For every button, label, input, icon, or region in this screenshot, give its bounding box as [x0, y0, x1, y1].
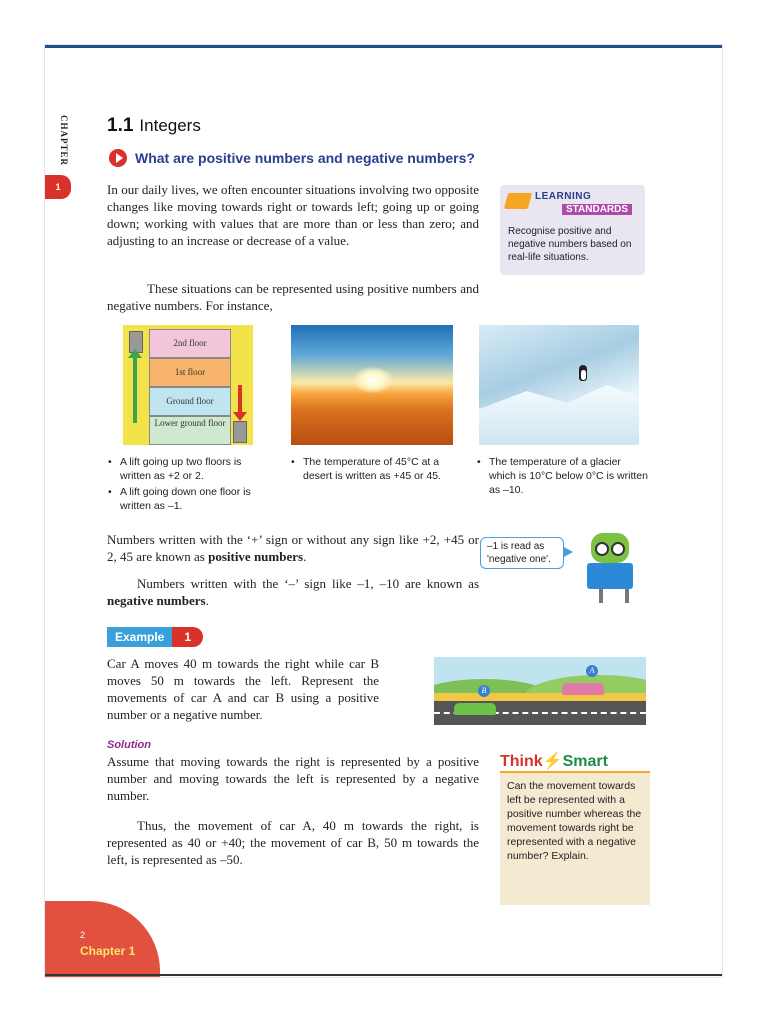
floor-lower-ground: Lower ground floor: [149, 416, 231, 445]
caption-desert-text: The temperature of 45°C at a desert is written as +45 or 45.: [303, 456, 442, 482]
caption-glacier-text: The temperature of a glacier which is 10°C below 0°C is written as –10.: [489, 456, 648, 496]
question-heading-text: What are positive numbers and negative numbers?: [135, 150, 475, 166]
page-number: 2: [80, 930, 86, 940]
solution-paragraph-1: Assume that moving towards the right is represented by a positive number and moving towards the left is represented by a negative number.: [107, 754, 479, 803]
ice-shelf: [479, 385, 639, 445]
think-smart-title: [500, 751, 608, 771]
play-icon: [109, 149, 127, 167]
caption-lift-down: [108, 485, 270, 513]
chapter-side-label: CHAPTER: [59, 115, 69, 167]
car-a-icon: [562, 683, 604, 695]
learning-standards-word1: LEARNING: [535, 191, 592, 202]
speech-bubble-tail: [564, 547, 573, 557]
robot-book: [587, 563, 633, 589]
lift-car-bottom: [233, 421, 247, 443]
robot-head: [591, 533, 629, 563]
bullet: •: [108, 456, 112, 468]
think-smart-box: [500, 773, 650, 905]
example-number: 1: [172, 627, 203, 647]
footer-corner: [45, 901, 160, 977]
bottom-rule: [45, 974, 722, 976]
second-paragraph: These situations can be represented using positive numbers and negative numbers. For instance,: [107, 281, 479, 313]
section-number: 1.1: [107, 115, 134, 136]
caption-glacier: [477, 455, 649, 497]
glacier-photo: [479, 325, 639, 445]
negative-term: negative numbers: [107, 593, 206, 608]
desert-photo: [291, 325, 453, 445]
textbook-page: [45, 45, 722, 977]
robot-legs: [599, 589, 629, 603]
bullet: •: [477, 456, 481, 468]
lift-illustration: [123, 325, 253, 445]
floor-2nd: 2nd floor: [149, 329, 231, 358]
speech-bubble: –1 is read as 'negative one'.: [480, 537, 564, 569]
car-b-icon: [454, 703, 496, 715]
period: .: [205, 593, 209, 608]
car-a-label: A: [586, 665, 598, 677]
arrow-down-icon: [238, 385, 242, 413]
caption-lift-down-text: A lift going down one floor is written as –1.: [120, 486, 251, 512]
example-label: Example: [107, 627, 172, 647]
solution-title: Solution: [107, 739, 151, 751]
learning-standards-word2: STANDARDS: [562, 204, 632, 215]
robot-mascot-icon: [585, 533, 635, 605]
section-title: [107, 115, 201, 137]
positive-definition: [107, 531, 479, 565]
chapter-tab: 1: [45, 175, 71, 199]
caption-lift-up: [108, 455, 270, 483]
learning-standards-box: [500, 185, 645, 275]
bullet: •: [108, 486, 112, 498]
floor-ground: Ground floor: [149, 387, 231, 416]
cars-road-illustration: [434, 657, 646, 725]
smart-word: Smart: [562, 753, 608, 770]
sun-icon: [353, 367, 393, 393]
section-name: Integers: [139, 116, 201, 135]
negative-definition-text: Numbers written with the ‘–’ sign like –1, –10 are known as: [137, 576, 479, 591]
example-tag: [107, 627, 203, 647]
think-smart-text: Can the movement towards left be represented with a positive number whereas the movement towards right be represented with a negative number? Explain.: [507, 780, 642, 862]
robot-eye-right: [611, 542, 625, 556]
footer-chapter-label: Chapter 1: [80, 944, 136, 958]
top-rule: [45, 45, 722, 48]
car-b-label: B: [478, 685, 490, 697]
positive-definition-text: Numbers written with the ‘+’ sign or without any sign like +2, +45 or 2, 45 are known as: [107, 532, 479, 564]
learning-standards-text: Recognise positive and negative numbers based on real-life situations.: [508, 226, 632, 263]
positive-term: positive numbers: [208, 549, 304, 564]
lightning-icon: ⚡: [542, 753, 563, 770]
think-word: Think: [500, 753, 543, 770]
intro-paragraph: In our daily lives, we often encounter situations involving two opposite changes like moving towards right or towards left; going up or going down; working with values that are more than or less than zero; and adjusting to an increase or decrease of a value.: [107, 182, 479, 248]
negative-definition: [107, 575, 479, 609]
floor-1st: 1st floor: [149, 358, 231, 387]
example-problem: Car A moves 40 m towards the right while car B moves 50 m towards the left. Represent the movements of car A and car B using a positive number or a negative number.: [107, 656, 379, 722]
penguin-icon: [579, 365, 587, 381]
period: .: [303, 549, 307, 564]
bullet: •: [291, 456, 295, 468]
robot-eye-left: [595, 542, 609, 556]
arrow-up-icon: [133, 357, 137, 423]
question-heading: [109, 149, 475, 167]
caption-desert: [291, 455, 463, 483]
book-icon: [504, 193, 532, 209]
caption-lift-up-text: A lift going up two floors is written as +2 or 2.: [120, 456, 242, 482]
solution-paragraph-2: Thus, the movement of car A, 40 m towards the right, is represented as 40 or +40; the movement of car B, 50 m towards the left, is represented as –50.: [107, 818, 479, 867]
